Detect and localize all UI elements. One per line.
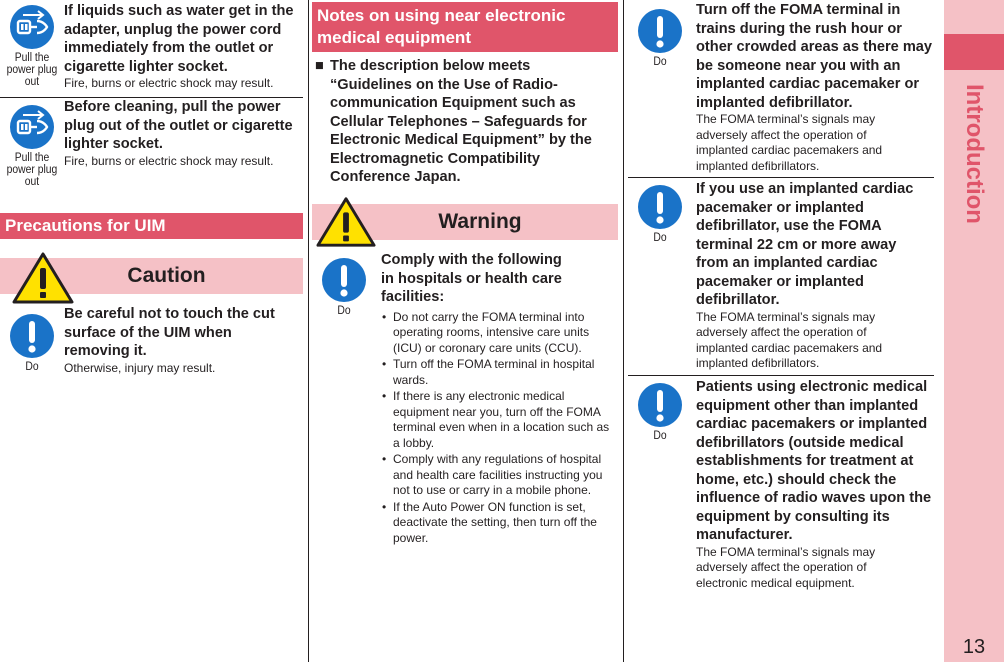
do-icon xyxy=(321,257,367,303)
divider xyxy=(628,375,934,376)
warning-detail: The FOMA terminal’s signals may adversely affect the operation of implanted cardiac pacemakers and implanted defibrillators. xyxy=(696,112,883,173)
do-icon xyxy=(637,8,683,54)
warning-triangle-icon xyxy=(316,196,376,248)
precaution-heading: Be careful not to touch the cut surface of the UIM when removing it. xyxy=(64,306,275,359)
caution-triangle-icon xyxy=(12,252,74,304)
intro-text: The description below meets “Guidelines on the Use of Radio-communication Equipment such as Cellular Telephones – Safeguards for Electronic Medical Equipment” by the Electromagnetic Compatibility Conference Japan. xyxy=(330,58,592,185)
icon-label: Pull the power plug out xyxy=(6,152,58,188)
warning-bullet-list xyxy=(381,310,618,547)
precaution-detail: Fire, burns or electric shock may result. xyxy=(64,153,274,168)
do-icon xyxy=(9,313,55,359)
intro-marker: ■ xyxy=(315,58,324,74)
list-item: • If there is any electronic medical equipment near you, turn off the FOMA terminal even when in a location such as a lobby. xyxy=(381,389,618,451)
column-left xyxy=(0,0,303,662)
list-item: • Do not carry the FOMA terminal into operating rooms, intensive care units (ICU) or coronary care units (CCU). xyxy=(381,310,618,357)
warning-heading: Patients using electronic medical equipment other than implanted cardiac pacemakers or implanted defibrillators (outside medical establishments for treatment at home, etc.) should check the influence of radio waves upon the equipment by consulting its manufacturer. xyxy=(696,379,932,543)
icon-label: Do xyxy=(653,232,667,244)
column-rule xyxy=(308,0,309,662)
icon-label: Do xyxy=(25,361,39,373)
warning-heading: If you use an implanted cardiac pacemaker or implanted defibrillator, use the FOMA terminal 22 cm or more away from an implanted cardiac pacemaker or implanted defibrillator. xyxy=(696,181,914,308)
warning-heading: Comply with the following in hospitals or health care facilities: xyxy=(381,252,562,305)
section-title-medical: Notes on using near electronic medical equipment xyxy=(312,2,618,52)
divider xyxy=(628,177,934,178)
do-icon xyxy=(637,184,683,230)
warning-detail: The FOMA terminal’s signals may adversely affect the operation of implanted cardiac pacemakers and implanted defibrillators. xyxy=(696,309,883,370)
column-rule xyxy=(623,0,624,662)
warning-label: Warning xyxy=(438,210,522,233)
unplug-icon xyxy=(9,4,55,50)
column-middle xyxy=(312,0,618,662)
precaution-detail: Fire, burns or electric shock may result. xyxy=(64,76,274,90)
page-number: 13 xyxy=(962,636,986,658)
icon-label: Do xyxy=(337,305,351,317)
icon-label: Pull the power plug out xyxy=(6,52,58,88)
list-item: • If the Auto Power ON function is set, deactivate the setting, then turn off the power. xyxy=(381,500,618,547)
warning-heading: Turn off the FOMA terminal in trains during the rush hour or other crowded areas as there may be someone near you with an implanted cardiac pacemaker or implanted defibrillator. xyxy=(696,2,933,111)
unplug-icon xyxy=(9,104,55,150)
caution-label: Caution xyxy=(127,264,206,287)
chapter-sidebar xyxy=(944,0,1004,662)
chapter-tab-marker xyxy=(944,34,1004,70)
chapter-title: Introduction xyxy=(961,84,988,224)
warning-detail: The FOMA terminal’s signals may adversely affect the operation of electronic medical equipment. xyxy=(696,544,876,590)
icon-label: Do xyxy=(653,430,667,442)
precaution-heading: If liquids such as water get in the adapter, unplug the power cord immediately from the outlet or cigarette lighter socket. xyxy=(64,3,294,75)
icon-label: Do xyxy=(653,56,667,68)
do-icon xyxy=(637,382,683,428)
precaution-heading: Before cleaning, pull the power plug out of the outlet or cigarette lighter socket. xyxy=(64,99,293,152)
section-title-uim: Precautions for UIM xyxy=(0,213,303,239)
precaution-detail: Otherwise, injury may result. xyxy=(64,360,216,375)
intro-paragraph xyxy=(315,57,618,187)
list-item: • Comply with any regulations of hospital and health care facilities instructing you not to use or carry in a mobile phone. xyxy=(381,452,618,499)
list-item: • Turn off the FOMA terminal in hospital wards. xyxy=(381,357,618,388)
column-right xyxy=(628,0,934,662)
